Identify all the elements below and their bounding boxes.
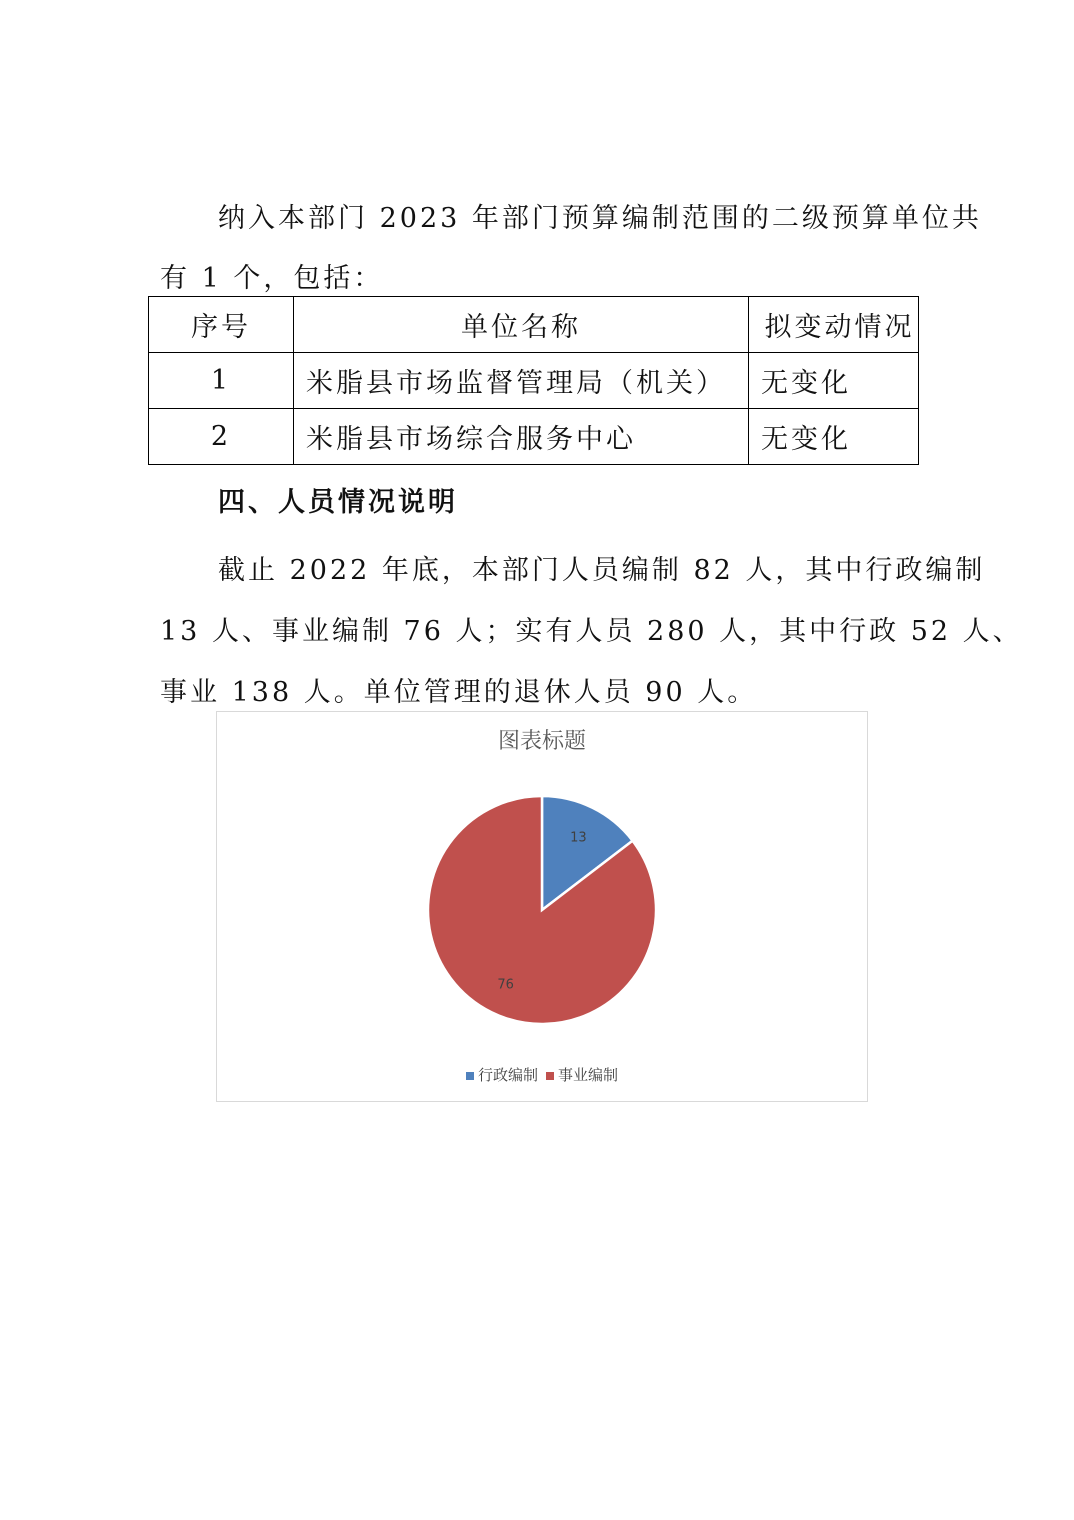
row-change: 无变化	[749, 353, 919, 409]
table-header-row	[149, 297, 919, 353]
pie-chart-svg	[217, 712, 867, 1101]
pie-chart	[216, 711, 868, 1102]
legend-label: 事业编制	[558, 1066, 619, 1084]
legend-label: 行政编制	[477, 1066, 538, 1084]
section-line-1: 截止 2022 年底，本部门人员编制 82 人，其中行政编制	[218, 555, 986, 586]
section-heading: 四、人员情况说明	[218, 487, 458, 518]
legend-item	[546, 1064, 618, 1085]
row-change: 无变化	[749, 409, 919, 465]
table-row	[149, 409, 919, 465]
row-index: 2	[149, 409, 294, 465]
intro-line-1: 纳入本部门 2023 年部门预算编制范围的二级预算单位共	[218, 203, 982, 234]
row-name: 米脂县市场综合服务中心	[294, 409, 749, 465]
table-row	[149, 353, 919, 409]
intro-line-2: 有 1 个，包括：	[160, 263, 384, 294]
legend-swatch	[466, 1072, 474, 1080]
row-index: 1	[149, 353, 294, 409]
section-line-3: 事业 138 人。单位管理的退休人员 90 人。	[160, 677, 758, 708]
legend-swatch	[546, 1072, 554, 1080]
chart-legend	[217, 1064, 867, 1085]
section-line-2: 13 人、事业编制 76 人；实有人员 280 人，其中行政 52 人、	[160, 616, 1023, 647]
header-change: 拟变动情况	[749, 297, 919, 353]
row-name: 米脂县市场监督管理局（机关）	[294, 353, 749, 409]
chart-title: 图表标题	[497, 729, 586, 754]
legend-item	[466, 1064, 538, 1085]
header-name: 单位名称	[294, 297, 749, 353]
header-index: 序号	[149, 297, 294, 353]
units-table	[148, 296, 919, 465]
pie-data-label: 13	[570, 830, 587, 846]
pie-data-label: 76	[497, 977, 514, 993]
